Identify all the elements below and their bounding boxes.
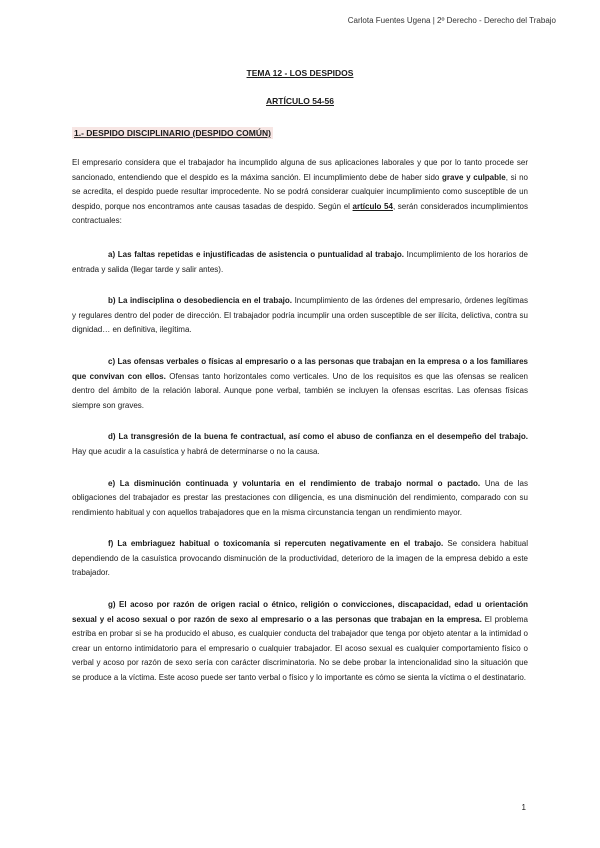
item-e-text: Una de las obligaciones del trabajador es prestar las prestaciones con diligencia, es una disminución del rendimiento, comparado con su rendimiento habitual y con aquellos trabajadores que en la misma circunstancia tengan un rendimiento mayor.: [72, 478, 528, 517]
list-item-f: [72, 537, 528, 581]
intro-bold: grave y culpable: [442, 172, 506, 182]
item-d-text: Hay que acudir a la casuística y habrá de determinarse o no la causa.: [72, 446, 320, 456]
item-b-text: Incumplimiento de las órdenes del empresario, órdenes legítimas y regulares dentro del poder de dirección. El trabajador podría incumplir una orden susceptible de ser ilícita, delictiva, contra su dignidad… en definitiva, ilegítima.: [72, 296, 529, 335]
item-f-text: Se considera habitual dependiendo de la casuística provocando disminución de la productividad, deterioro de la imagen de la empresa debido a este trabajador.: [72, 539, 529, 578]
item-f-heading: f) La embriaguez habitual o toxicomanía si repercuten negativamente en el trabajo.: [108, 539, 444, 549]
list-item-e: [72, 477, 528, 521]
document-subtitle: ARTÍCULO 54-56: [265, 96, 334, 106]
intro-paragraph: [72, 156, 528, 229]
list-item-b: [72, 294, 528, 338]
item-g-text: El problema estriba en probar si se ha producido el abuso, es cualquier conducta del trabajador que tenga por objeto atentar a la intimidad o crear un entorno intimidatorio para el empresario o cualquier trabajador. El acoso sexual es cualquier comportamiento físico o verbal y acoso por razón de sexo sería con carácter discriminatoria. No se debe probar la intencionalidad sino la situación que se produce a la víctima. Este acoso puede ser tanto verbal o físico y lo importante es cómo se sienta la víctima o el destinatario.: [72, 614, 528, 683]
item-d-heading: d) La transgresión de la buena fe contractual, así como el abuso de confianza en el desempeño del trabajo.: [108, 432, 528, 442]
running-header: Carlota Fuentes Ugena | 2º Derecho - Derecho del Trabajo: [347, 16, 556, 25]
item-c-text: Ofensas tanto horizontales como verticales. Uno de los requisitos es que las ofensas se realicen dentro del ámbito de la relación laboral. Aunque pone verbal, también se incluyen la ofensas escritas. Las ofensas físicas siempre son graves.: [72, 371, 528, 410]
document-title: TEMA 12 - LOS DESPIDOS: [246, 68, 354, 78]
item-c-heading: c) Las ofensas verbales o físicas al empresario o a las personas que trabajan en la empresa o a los familiares que convivan con ellos.: [72, 356, 528, 381]
page-number: 1: [521, 803, 526, 812]
intro-text-2: , si no se acredita, el despido puede resultar improcedente. No se podrá considerar cualquier incumplimiento como susceptible de un despido, porque nos encontramos ante causas tasadas de despido. Según el: [72, 172, 528, 211]
intro-text-1: El empresario considera que el trabajador ha incumplido alguna de sus aplicaciones laborales y que por lo tanto procede ser sancionado, entendiendo que el despido es la máxima sanción. El incumplimiento debe de haber sido: [72, 158, 528, 182]
item-g-heading: g) El acoso por razón de origen racial o étnico, religión o convicciones, discapacidad, edad u orientación sexual y el acoso sexual o por razón de sexo al empresario o a las personas que trabajan en la empresa.: [72, 600, 528, 624]
section-heading: 1.- DESPIDO DISCIPLINARIO (DESPIDO COMÚN): [74, 128, 271, 138]
article-reference: artículo 54: [352, 201, 393, 211]
intro-text-3: , serán considerados incumplimientos contractuales:: [72, 201, 529, 226]
item-b-heading: b) La indisciplina o desobediencia en el trabajo.: [108, 296, 293, 306]
item-e-heading: e) La disminución continuada y voluntaria en el rendimiento de trabajo normal o pactado.: [108, 478, 481, 488]
item-a-text: Incumplimiento de los horarios de entrada y salida (llegar tarde y salir antes).: [72, 249, 528, 274]
list-item-g: [72, 598, 528, 686]
list-item-a: [72, 248, 528, 277]
item-a-heading: a) Las faltas repetidas e injustificadas de asistencia o puntualidad al trabajo.: [108, 249, 404, 259]
list-item-d: [72, 430, 528, 459]
document-body: [72, 156, 528, 686]
list-item-c: [72, 355, 528, 413]
